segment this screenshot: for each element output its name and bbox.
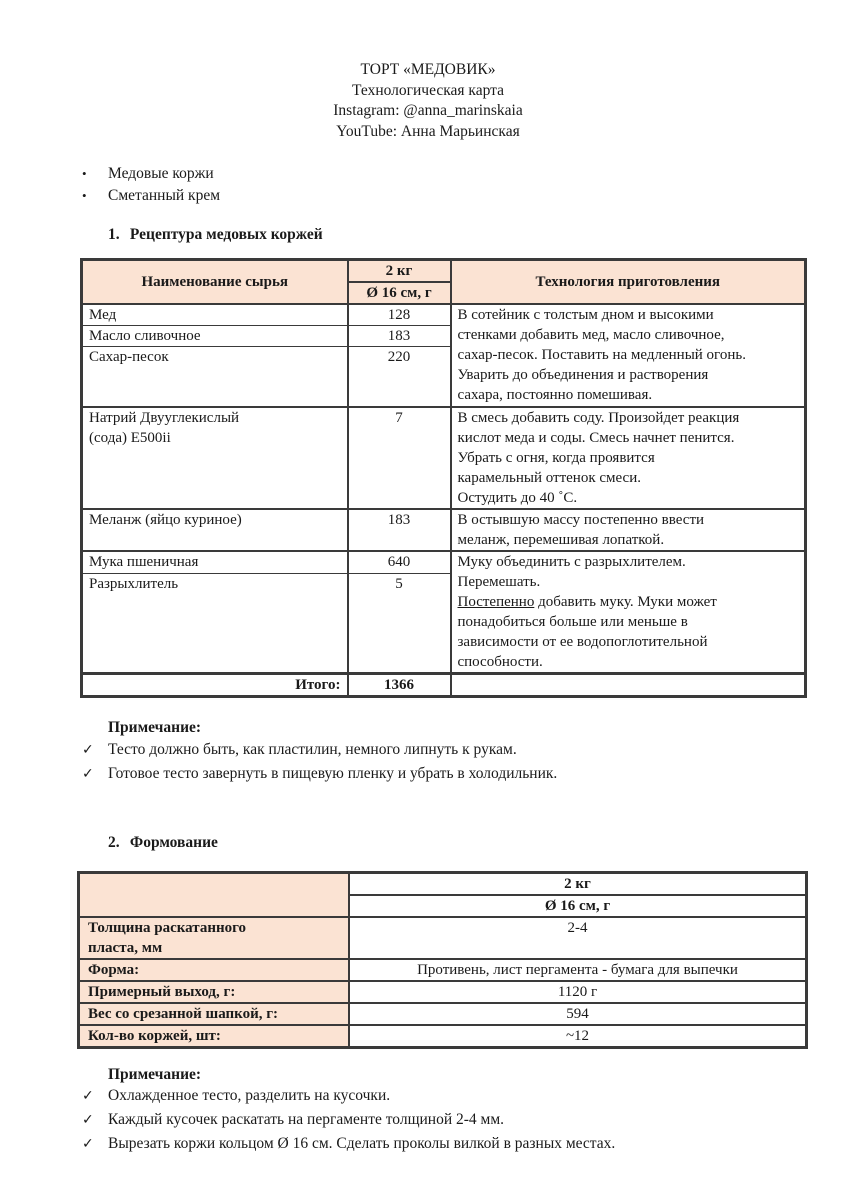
technology-cell: В смесь добавить соду. Произойдет реакция кислот меда и соды. Смесь начнет пенится. Убрать с огня, когда проявится карамельный оттенок смеси. Остудить до 40 ˚С. xyxy=(451,407,806,509)
list-item: ✓ Каждый кусочек раскатать на пергаменте толщиной 2-4 мм. xyxy=(80,1108,615,1132)
dough-recipe-table xyxy=(80,258,807,698)
youtube-channel: YouTube: Анна Марьинская xyxy=(336,122,520,140)
table-row: Мука пшеничная 640 Муку объединить с разрыхлителем. Перемешать. Постепенно добавить муку. Муки может понадобиться больше или меньше в зависимости от ее водопоглотительной способности. xyxy=(82,551,806,574)
recipe-subtitle: Технологическая карта xyxy=(352,81,504,99)
table-row: Натрий Двууглекислый (сода) Е500ii 7 В смесь добавить соду. Произойдет реакция кислот меда и соды. Смесь начнет пенится. Убрать с огня, когда проявится карамельный оттенок смеси. Остудить до 40 ˚С. xyxy=(82,407,806,509)
table-row: Толщина раскатанного пласта, мм 2-4 xyxy=(79,917,807,959)
document-header xyxy=(0,60,856,142)
table-row: Вес со срезанной шапкой, г: 594 xyxy=(79,1003,807,1025)
technology-cell: Муку объединить с разрыхлителем. Перемешать. Постепенно добавить муку. Муки может понадобиться больше или меньше в зависимости от ее водопоглотительной способности. xyxy=(451,551,806,674)
table-row: Мед 128 В сотейник с толстым дном и высокими стенками добавить мед, масло сливочное, сахар-песок. Поставить на медленный огонь. Уварить до объединения и растворения сахара, постоянно помешивая. xyxy=(82,304,806,326)
table-row: Масло сливочное 183 xyxy=(82,326,806,347)
note-title-2: Примечание: xyxy=(108,1066,202,1083)
notes-list-1 xyxy=(80,738,557,786)
column-header-technology: Технология приготовления xyxy=(451,260,806,305)
table-row: Форма: Противень, лист пергамента - бумага для выпечки xyxy=(79,959,807,981)
list-item: ✓ Тесто должно быть, как пластилин, немного липнуть к рукам. xyxy=(80,738,557,762)
list-item: • Медовые коржи xyxy=(80,163,220,185)
note-title-1: Примечание: xyxy=(108,719,202,736)
table-row: Кол-во коржей, шт: ~12 xyxy=(79,1025,807,1048)
total-label: Итого: xyxy=(82,673,348,696)
table-row: Разрыхлитель 5 xyxy=(82,573,806,673)
column-header-batch: 2 кг xyxy=(348,260,451,283)
total-row xyxy=(82,673,806,696)
notes-list-2 xyxy=(80,1084,615,1156)
column-header-size: Ø 16 см, г xyxy=(348,282,451,304)
list-item: • Сметанный крем xyxy=(80,185,220,207)
instagram-handle: Instagram: @anna_marinskaia xyxy=(333,102,523,119)
total-value: 1366 xyxy=(348,673,451,696)
section-2-title: 2. Формование xyxy=(108,834,218,851)
section-1-title: 1. Рецептура медовых коржей xyxy=(108,226,323,243)
column-header-ingredient: Наименование сырья xyxy=(82,260,348,305)
list-item: ✓ Готовое тесто завернуть в пищевую пленку и убрать в холодильник. xyxy=(80,762,557,786)
recipe-title: ТОРТ «МЕДОВИК» xyxy=(360,61,496,78)
table-row: Примерный выход, г: 1120 г xyxy=(79,981,807,1003)
components-list xyxy=(80,163,220,207)
column-header-batch: 2 кг xyxy=(349,873,807,896)
table-row: Сахар-песок 220 xyxy=(82,347,806,407)
list-item: ✓ Вырезать коржи кольцом Ø 16 см. Сделать проколы вилкой в разных местах. xyxy=(80,1132,615,1156)
column-header-size: Ø 16 см, г xyxy=(349,895,807,917)
table-row: Меланж (яйцо куриное) 183 В остывшую массу постепенно ввести меланж, перемешивая лопаткой. xyxy=(82,509,806,551)
technology-cell: В сотейник с толстым дном и высокими стенками добавить мед, масло сливочное, сахар-песок. Поставить на медленный огонь. Уварить до объединения и растворения сахара, постоянно помешивая. xyxy=(451,304,806,407)
list-item: ✓ Охлажденное тесто, разделить на кусочки. xyxy=(80,1084,615,1108)
shaping-table xyxy=(77,871,808,1049)
technology-cell: В остывшую массу постепенно ввести меланж, перемешивая лопаткой. xyxy=(451,509,806,551)
